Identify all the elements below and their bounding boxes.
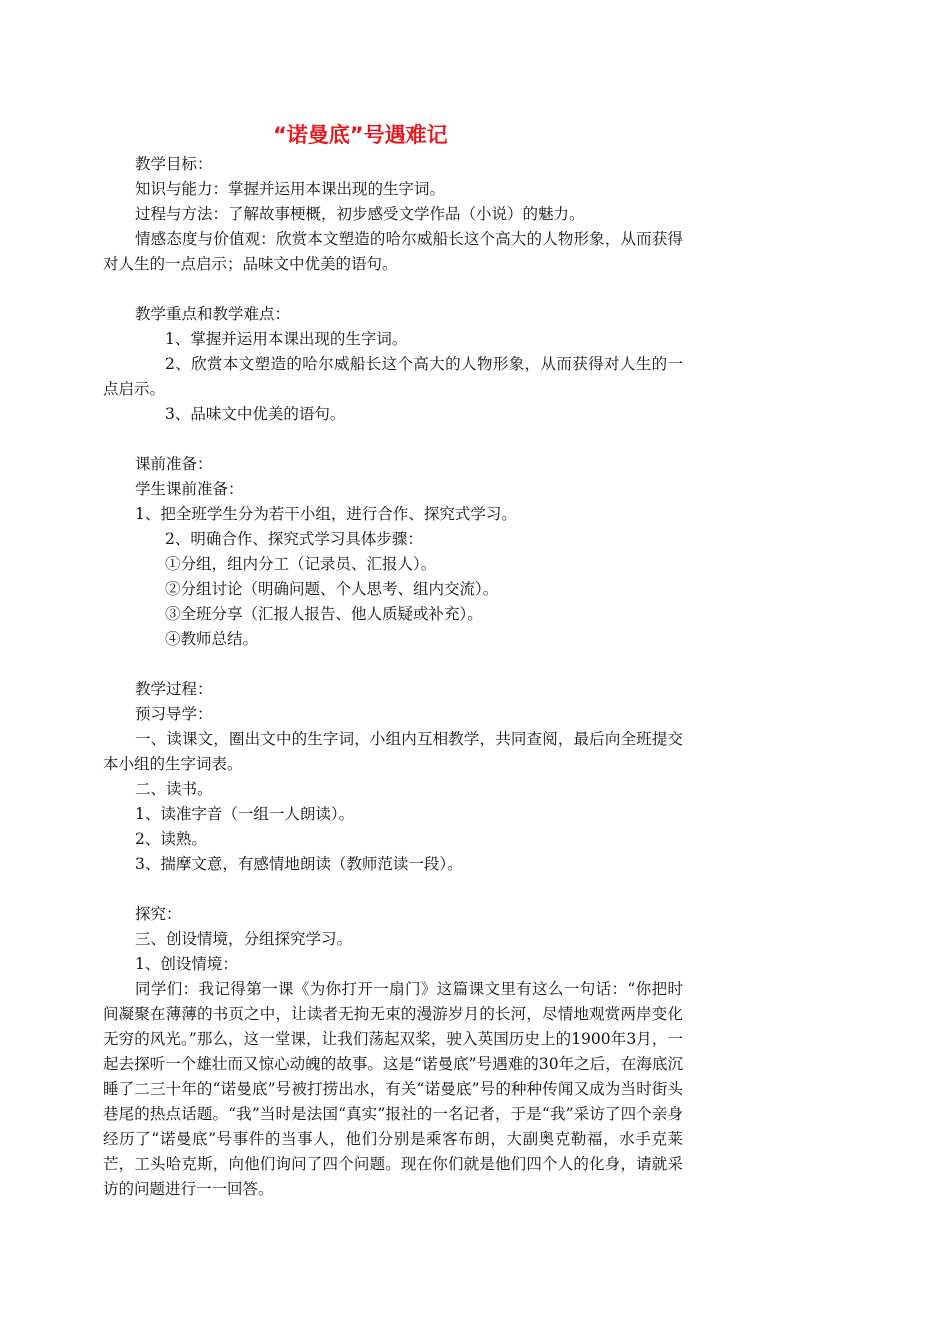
prep-step-4: ④教师总结。 [165, 630, 259, 648]
read-item-3: 3、揣摩文意，有感情地朗读（教师范读一段）。 [135, 855, 463, 873]
goal-attitude: 情感态度与价值观：欣赏本文塑造的哈尔威船长这个高大的人物形象，从而获得对人生的一点启示；品味文中优美的语句。 [103, 230, 683, 273]
explore-heading: 探究： [135, 905, 182, 923]
goal-knowledge: 知识与能力：掌握并运用本课出现的生字词。 [135, 180, 446, 198]
key-item-1: 1、掌握并运用本课出现的生字词。 [165, 330, 408, 348]
preview-item-1: 一、读课文，圈出文中的生字词，小组内互相教学，共同查阅，最后向全班提交本小组的生字词表。 [103, 730, 683, 773]
read-item-1: 1、读准字音（一组一人朗读）。 [135, 805, 355, 823]
key-item-3: 3、品味文中优美的语句。 [165, 405, 346, 423]
key-item-2: 2、欣赏本文塑造的哈尔威船长这个高大的人物形象，从而获得对人生的一点启示。 [103, 355, 683, 398]
spacer [103, 427, 683, 452]
prep-step-2: ②分组讨论（明确问题、个人思考、组内交流）。 [165, 580, 499, 598]
process-heading: 教学过程： [135, 680, 213, 698]
explore-item-2: 1、创设情境： [135, 955, 238, 973]
key-heading: 教学重点和教学难点： [135, 305, 291, 323]
read-item-2: 2、读熟。 [135, 830, 207, 848]
goal-heading: 教学目标： [135, 155, 213, 173]
document-body [103, 152, 683, 1202]
preview-heading: 预习导学： [135, 705, 213, 723]
prep-subheading: 学生课前准备： [135, 480, 244, 498]
story-paragraph: 同学们：我记得第一课《为你打开一扇门》这篇课文里有这么一句话：“你把时间凝聚在薄薄的书页之中，让读者无拘无束的漫游岁月的长河，尽情地观赏两岸变化无穷的风光。”那么，这一堂课，让我们荡起双桨，驶入英国历史上的1900年3月，一起去探听一个雄壮而又惊心动魄的故事。这是“诺曼底”号遇难的30年之后，在海底沉睡了二三十年的“诺曼底”号被打捞出水，有关“诺曼底”号的种种传闻又成为当时街头巷尾的热点话题。“我”当时是法国“真实”报社的一名记者，于是“我”采访了四个亲身经历了“诺曼底”号事件的当事人，他们分别是乘客布朗，大副奥克勒福，水手克莱芒，工头哈克斯，向他们询问了四个问题。现在你们就是他们四个人的化身，请就采访的问题进行一一回答。 [103, 980, 683, 1198]
explore-item-1: 三、创设情境，分组探究学习。 [135, 930, 353, 948]
spacer [103, 877, 683, 902]
prep-heading: 课前准备： [135, 455, 213, 473]
read-heading: 二、读书。 [135, 780, 213, 798]
spacer [103, 277, 683, 302]
document-title: “诺曼底”号遇难记 [273, 123, 448, 147]
goal-process: 过程与方法：了解故事梗概，初步感受文学作品（小说）的魅力。 [135, 205, 585, 223]
prep-item-2: 2、明确合作、探究式学习具体步骤： [165, 530, 423, 548]
prep-item-1: 1、把全班学生分为若干小组，进行合作、探究式学习。 [135, 505, 517, 523]
prep-step-3: ③全班分享（汇报人报告、他人质疑或补充）。 [165, 605, 483, 623]
spacer [103, 652, 683, 677]
prep-step-1: ①分组，组内分工（记录员、汇报人）。 [165, 555, 437, 573]
